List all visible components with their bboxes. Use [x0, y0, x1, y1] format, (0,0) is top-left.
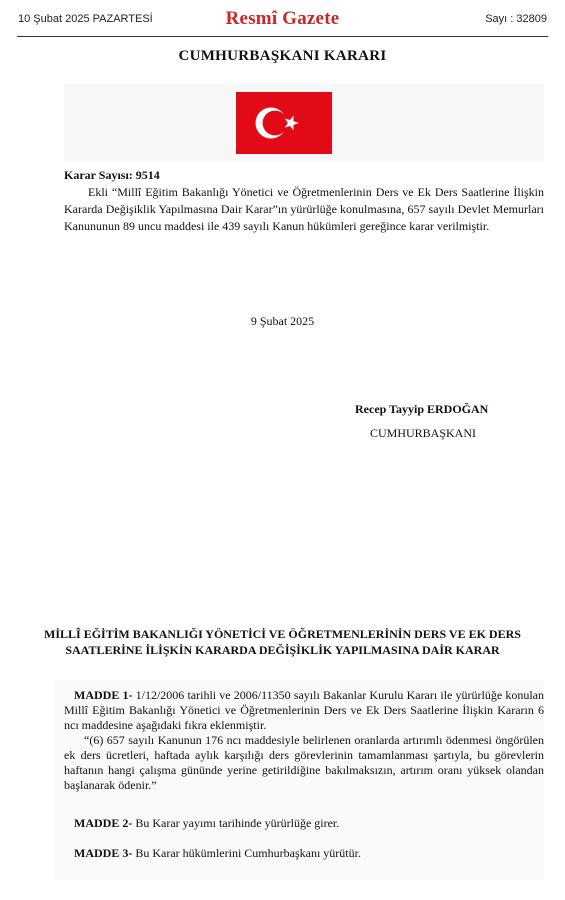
article-2 [64, 816, 544, 831]
decree-heading: CUMHURBAŞKANI KARARI [178, 48, 387, 64]
signer-title: CUMHURBAŞKANI [370, 426, 477, 440]
article-3-text: Bu Karar hükümlerini Cumhurbaşkanı yürütür. [135, 846, 361, 860]
header-divider [17, 36, 548, 37]
decree-number: Karar Sayısı: 9514 [64, 168, 160, 182]
article-3 [64, 846, 544, 861]
article-2-label: MADDE 2- [74, 816, 133, 830]
gazette-title: Resmî Gazete [225, 8, 340, 29]
publication-date: 10 Şubat 2025 PAZARTESİ [18, 13, 153, 25]
article-3-label: MADDE 3- [74, 846, 133, 860]
annex-title: MİLLÎ EĞİTİM BAKANLIĞI YÖNETİCİ VE ÖĞRETMENLERİNİN DERS VE EK DERS SAATLERİNE İLİŞKİN KARARDA DEĞİŞİKLİK YAPILMASINA DAİR KARAR [44, 627, 521, 657]
article-1 [64, 688, 544, 793]
signer-name: Recep Tayyip ERDOĞAN [355, 402, 489, 416]
article-1-quote: “(6) 657 sayılı Kanunun 176 ncı maddesiyle belirlenen oranlarda artırımlı ödenmesi öngörülen ek ders ücretleri, haftada aylık karşılığı ders görevlerinin tamamlanması şartıyla, bu görevlerin haftanın hangi çalışma gününde yerine getirildiğine bakılmaksızın, artırım oranı yüksek olandan başlanarak ödenir.” [64, 733, 544, 792]
article-1-label: MADDE 1- [74, 688, 133, 702]
signature-date: 9 Şubat 2025 [250, 314, 315, 328]
issue-number: Sayı : 32809 [485, 13, 547, 25]
article-1-text: 1/12/2006 tarihli ve 2006/11350 sayılı Bakanlar Kurulu Kararı ile yürürlüğe konulan Millî Eğitim Bakanlığı Yönetici ve Öğretmenlerinin Ders ve Ek Ders Saatlerine İlişkin Kararın 6 ncı maddesine aşağıdaki fıkra eklenmiştir. [64, 688, 544, 732]
turkish-flag-icon [236, 92, 332, 154]
gazette-header [0, 0, 565, 40]
article-2-text: Bu Karar yayımı tarihinde yürürlüğe girer. [135, 816, 340, 830]
decree-body: Ekli “Millî Eğitim Bakanlığı Yönetici ve Öğretmenlerinin Ders ve Ek Ders Saatlerine İlişkin Kararda Değişiklik Yapılmasına Dair Karar”ın yürürlüğe konulmasına, 657 sayılı Devlet Memurları Kanununun 89 uncu maddesi ile 439 sayılı Kanun hükümleri gereğince karar verilmiştir. [64, 185, 544, 233]
